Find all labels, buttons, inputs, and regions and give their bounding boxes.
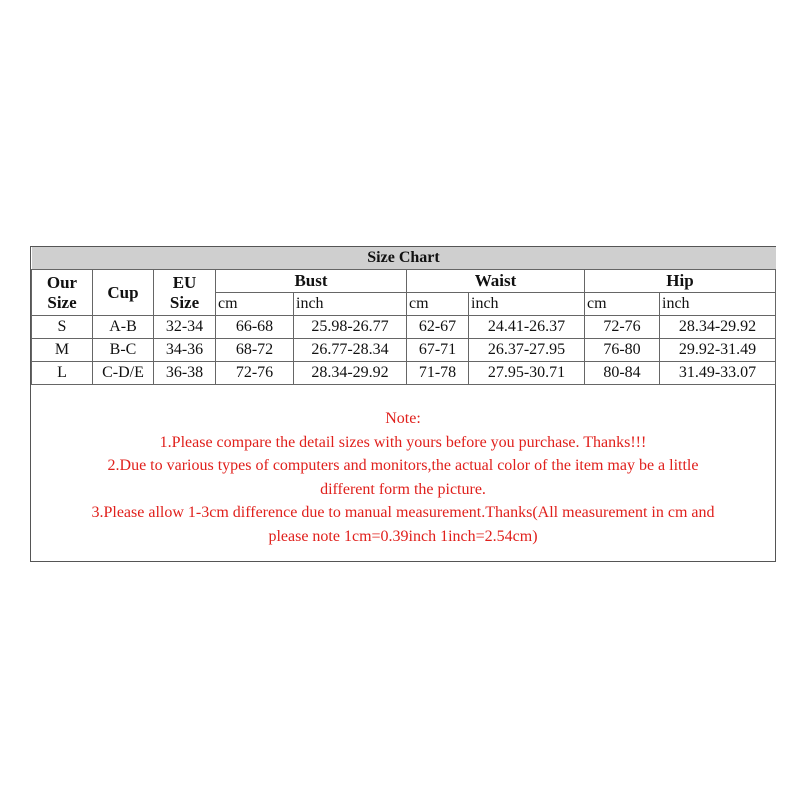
cell-cup: A-B (93, 316, 154, 339)
cell-eu: 36-38 (154, 362, 216, 385)
notes-section (31, 393, 775, 548)
bust-inch-header: inch (294, 293, 407, 316)
cell-hip-cm: 72-76 (585, 316, 660, 339)
notes-heading: Note: (385, 410, 421, 427)
cell-bust-cm: 68-72 (216, 339, 294, 362)
header-cup: Cup (93, 270, 154, 316)
cell-bust-inch: 26.77-28.34 (294, 339, 407, 362)
cell-size: M (32, 339, 93, 362)
cell-size: S (32, 316, 93, 339)
size-chart (30, 246, 776, 562)
cell-hip-inch: 31.49-33.07 (660, 362, 776, 385)
note-line-3b: please note 1cm=0.39inch 1inch=2.54cm) (268, 527, 538, 545)
cell-waist-inch: 24.41-26.37 (469, 316, 585, 339)
header-eu-size: EU Size (154, 270, 216, 316)
cell-eu: 32-34 (154, 316, 216, 339)
cell-waist-inch: 26.37-27.95 (469, 339, 585, 362)
cell-cup: C-D/E (93, 362, 154, 385)
cell-bust-cm: 72-76 (216, 362, 294, 385)
header-bust: Bust (216, 270, 407, 293)
cell-size: L (32, 362, 93, 385)
header-hip: Hip (585, 270, 776, 293)
table-row (32, 362, 776, 385)
size-table (31, 247, 776, 385)
cell-bust-inch: 28.34-29.92 (294, 362, 407, 385)
cell-hip-inch: 29.92-31.49 (660, 339, 776, 362)
note-line-3a: 3.Please allow 1-3cm difference due to manual measurement.Thanks(All measurement in cm and (91, 504, 715, 521)
cell-hip-cm: 76-80 (585, 339, 660, 362)
cell-hip-inch: 28.34-29.92 (660, 316, 776, 339)
waist-cm-header: cm (407, 293, 469, 316)
table-row (32, 339, 776, 362)
cell-waist-cm: 62-67 (407, 316, 469, 339)
waist-inch-header: inch (469, 293, 585, 316)
cell-waist-cm: 67-71 (407, 339, 469, 362)
note-line-2a: 2.Due to various types of computers and monitors,the actual color of the item may be a little (107, 457, 699, 474)
cell-hip-cm: 80-84 (585, 362, 660, 385)
cell-cup: B-C (93, 339, 154, 362)
table-row (32, 316, 776, 339)
hip-inch-header: inch (660, 293, 776, 316)
cell-eu: 34-36 (154, 339, 216, 362)
chart-title: Size Chart (32, 247, 776, 270)
cell-bust-inch: 25.98-26.77 (294, 316, 407, 339)
cell-waist-cm: 71-78 (407, 362, 469, 385)
bust-cm-header: cm (216, 293, 294, 316)
note-line-1: 1.Please compare the detail sizes with yours before you purchase. Thanks!!! (159, 433, 647, 451)
cell-waist-inch: 27.95-30.71 (469, 362, 585, 385)
hip-cm-header: cm (585, 293, 660, 316)
header-waist: Waist (407, 270, 585, 293)
header-our-size: Our Size (32, 270, 93, 316)
cell-bust-cm: 66-68 (216, 316, 294, 339)
note-line-2b: different form the picture. (320, 480, 486, 498)
